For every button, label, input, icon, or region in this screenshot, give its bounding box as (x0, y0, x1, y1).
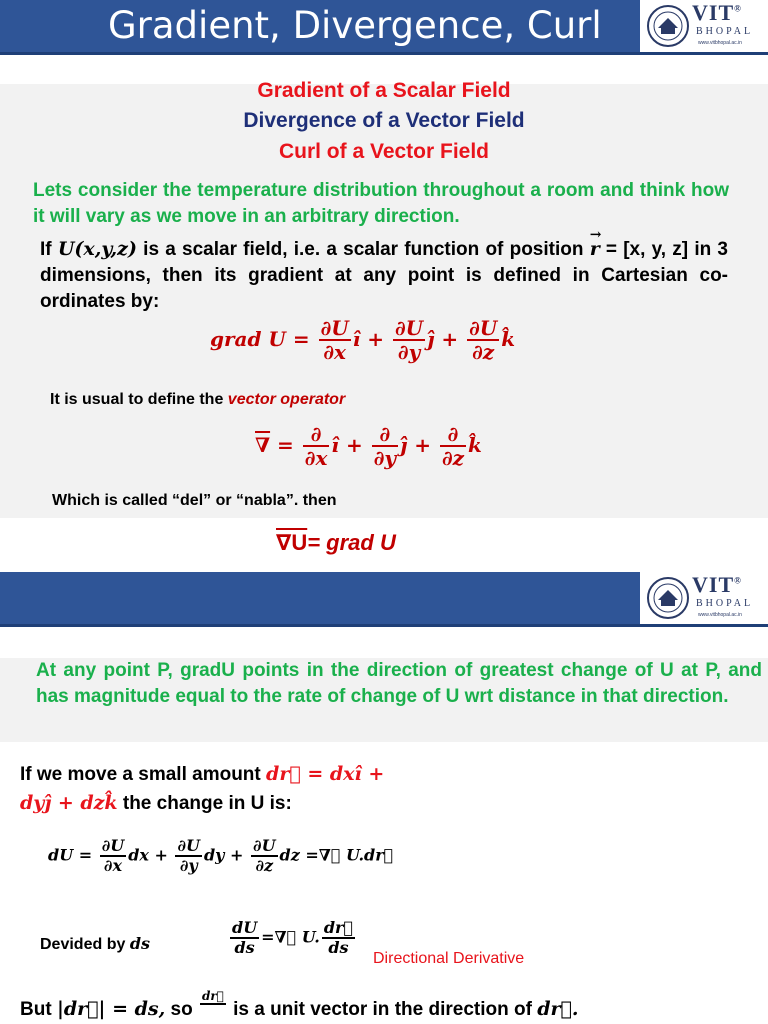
vit-logo (640, 0, 768, 52)
logo-url: www.vitbhopal.ac.in (698, 612, 742, 618)
unit-vector-text: But |dr⃗| = ds, so dr⃗ is a unit vector in the direction of dr⃗. (20, 989, 579, 1020)
directional-derivative-label: Directional Derivative (373, 950, 525, 967)
vector-r: → r (589, 227, 602, 260)
divided-equation: $\frac{dU}{ds}$ =∇⃗ U. $\frac{dr⃗}{ds}$ (232, 918, 354, 957)
heading-curl: Curl of a Vector Field (278, 140, 490, 163)
university-seal-icon (646, 576, 690, 620)
point-text: At any point P, gradU points in the direction of greatest change of U at P, and has magnitude equal to the rate of change of U wrt distance in that direction. (36, 660, 762, 707)
gradient-result: ∇U= grad U (276, 530, 396, 555)
heading-gradient: Gradient of a Scalar Field (257, 79, 511, 102)
logo-campus: BHOPAL (696, 598, 754, 609)
intro-text: Lets consider the temperature distribution throughout a room and think how it will vary as we move in an arbitrary direction. (33, 180, 729, 227)
logo-url: www.vitbhopal.ac.in (698, 40, 742, 46)
definition-text: If U(x,y,z) is a scalar field, i.e. a scalar function of position → r = [x, y, z] in 3 dimensions, then its gradient at any point is defined in Cartesian co-ordinates by: (40, 227, 728, 312)
divided-label: Devided by ds (40, 934, 151, 953)
logo-brand: VIT® (692, 0, 742, 25)
header-bar (0, 0, 768, 55)
gradient-equation: grad U = $\frac{\partial U}{\partial x}$ î + $\frac{\partial U}{\partial y}$ ĵ + $\frac{\partial U}{\partial z}$ k̂ (210, 316, 516, 364)
heading-divergence: Divergence of a Vector Field (243, 109, 525, 132)
nabla-symbol: ∇ (255, 433, 271, 457)
slide-directional-derivative (0, 568, 768, 1024)
university-seal-icon (646, 4, 690, 48)
logo-campus: BHOPAL (696, 26, 754, 37)
operator-text: It is usual to define the vector operator (50, 391, 346, 408)
slide-title: Gradient, Divergence, Curl (108, 4, 602, 47)
header-bar-2 (0, 572, 768, 627)
du-equation: dU = $\frac{\partial U}{\partial x}$ dx + $\frac{\partial U}{\partial y}$ dy + $\frac{\partial U}{\partial z}$ dz =∇⃗ U.dr⃗ (48, 836, 394, 875)
move-text: If we move a small amount dr⃗ = dxî + dyĵ + dzk̂ the change in U is: (20, 763, 385, 814)
vit-logo-2 (640, 572, 768, 624)
del-name-text: Which is called “del” or “nabla”. then (52, 492, 337, 509)
del-equation: ∇ = $\frac{\partial}{\partial x}$ î + $\frac{\partial}{\partial y}$ ĵ + $\frac{\partial}{\partial z}$ k̂ (255, 422, 482, 470)
logo-brand: VIT® (692, 572, 742, 597)
